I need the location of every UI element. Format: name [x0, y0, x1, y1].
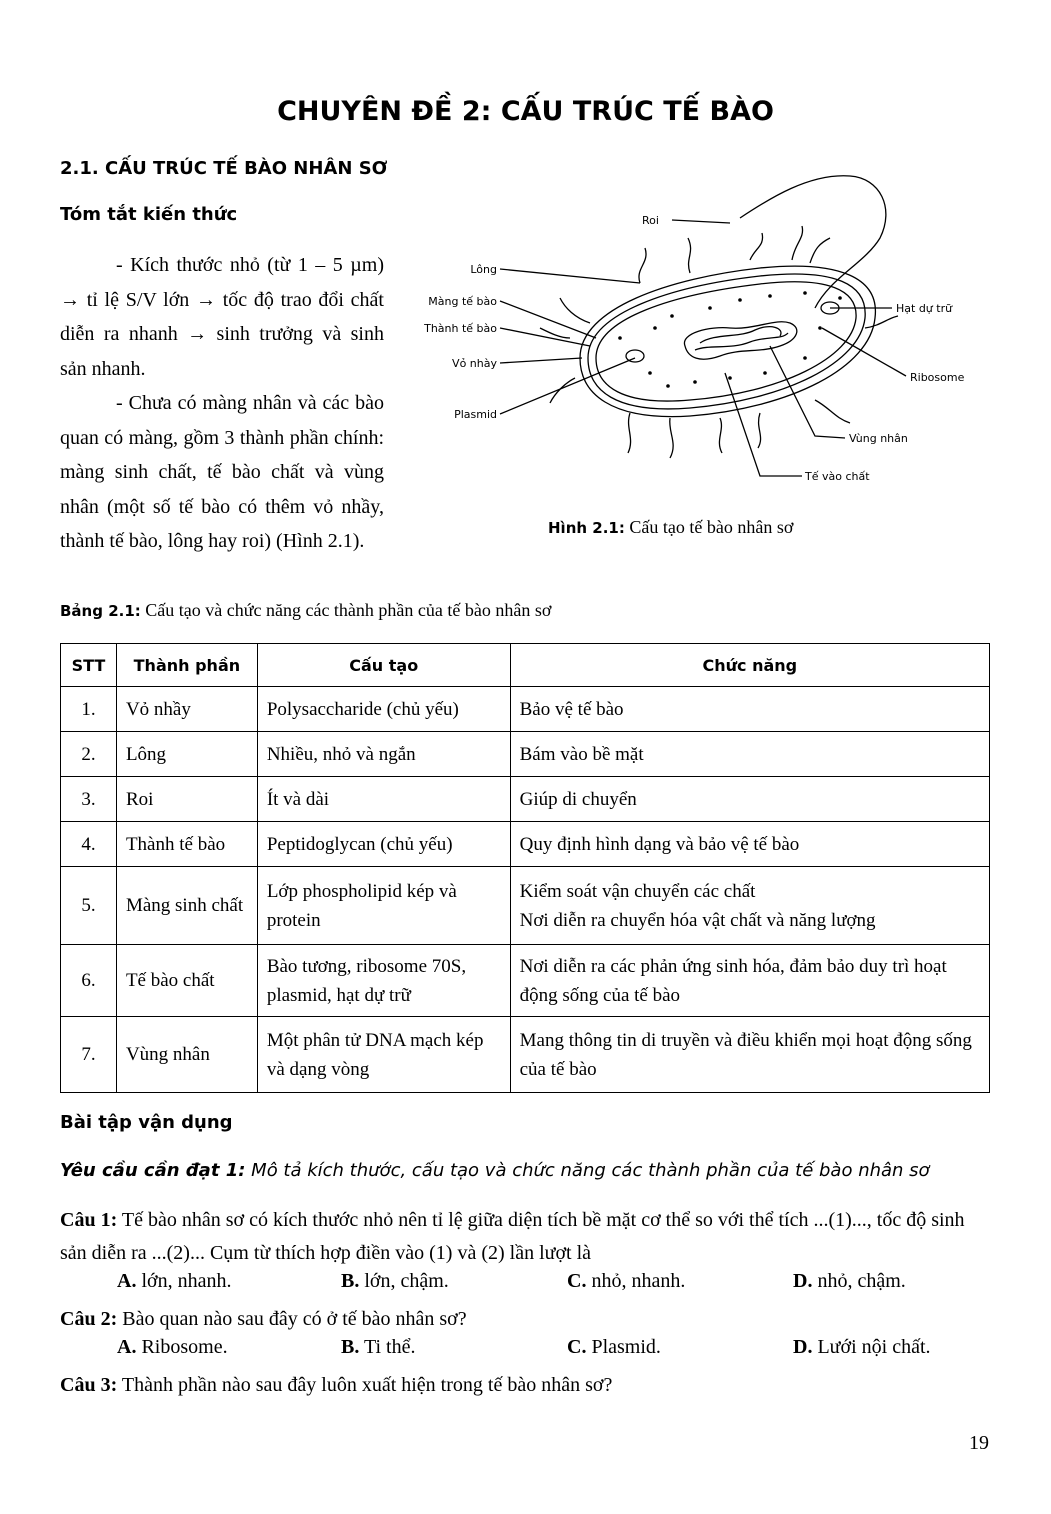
cell-function: Bám vào bề mặt [510, 732, 989, 777]
figure-caption-label: Hình 2.1: [548, 519, 625, 537]
cell-structure: Một phân tử DNA mạch kép và dạng vòng [257, 1017, 510, 1093]
cell-stt: 2. [61, 732, 117, 777]
cell-structure: Bào tương, ribosome 70S, plasmid, hạt dự trữ [257, 945, 510, 1017]
leader-line [500, 269, 640, 283]
pilus-shape [560, 298, 590, 323]
option-letter: A. [117, 1270, 137, 1292]
leader-line [770, 346, 845, 438]
pilus-shape [810, 238, 830, 263]
option-text: nhỏ, nhanh. [586, 1270, 686, 1292]
section-heading: 2.1. CẤU TRÚC TẾ BÀO NHÂN SƠ [60, 158, 388, 179]
table-row [61, 732, 990, 777]
exercise-heading: Bài tập vận dụng [60, 1112, 233, 1133]
page-number: 19 [969, 1432, 989, 1454]
question-text: Bào quan nào sau đây có ở tế bào nhân sơ? [117, 1308, 467, 1330]
figure-caption [548, 517, 793, 538]
option-d[interactable] [793, 1336, 931, 1359]
cell-component: Roi [116, 777, 257, 822]
nucleoid-shape [684, 322, 796, 359]
table-row [61, 867, 990, 945]
nucleoid-shape [700, 327, 781, 343]
components-table [60, 643, 990, 1093]
cell-stt: 1. [61, 687, 117, 732]
option-text: Ti thể. [359, 1336, 416, 1358]
page-title: CHUYÊN ĐỀ 2: CẤU TRÚC TẾ BÀO [277, 96, 774, 127]
table-row [61, 822, 990, 867]
pilus-shape [750, 233, 763, 260]
pilus-shape [639, 248, 646, 283]
header-structure: Cấu tạo [257, 644, 510, 687]
cell-stt: 4. [61, 822, 117, 867]
leader-line [672, 220, 730, 223]
figure-caption-text: Cấu tạo tế bào nhân sơ [624, 517, 794, 537]
label-plasmid: Plasmid [454, 408, 497, 421]
table-row [61, 1017, 990, 1093]
option-b[interactable] [341, 1270, 449, 1293]
cell-structure: Polysaccharide (chủ yếu) [257, 687, 510, 732]
label-storage-granule: Hạt dự trữ [896, 302, 953, 315]
pilus-shape [719, 418, 722, 453]
cell-function: Quy định hình dạng và bảo vệ tế bào [510, 822, 989, 867]
pilus-shape [815, 400, 850, 423]
pilus-shape [628, 413, 631, 453]
cell-stt: 5. [61, 867, 117, 945]
leader-line [725, 373, 802, 476]
label-cell-wall: Thành tế bào [424, 322, 497, 335]
question-3 [60, 1369, 995, 1402]
label-pilus: Lông [470, 263, 497, 276]
cell-function: Giúp di chuyển [510, 777, 989, 822]
option-letter: D. [793, 1336, 813, 1358]
cell-function: Mang thông tin di truyền và điều khiển mọi hoạt động sống của tế bào [510, 1017, 989, 1093]
header-component: Thành phần [116, 644, 257, 687]
intro-paragraph: - Kích thước nhỏ (từ 1 – 5 µm) → tỉ lệ S/V lớn → tốc độ trao đổi chất diễn ra nhanh → sinh trưởng và sinh sản nhanh. [60, 254, 384, 380]
cell-structure: Ít và dài [257, 777, 510, 822]
cell-stt: 3. [61, 777, 117, 822]
cell-component: Thành tế bào [116, 822, 257, 867]
pilus-shape [865, 316, 898, 328]
table-row [61, 687, 990, 732]
option-b[interactable] [341, 1336, 416, 1359]
label-ribosome: Ribosome [910, 371, 965, 384]
option-c[interactable] [567, 1336, 661, 1359]
table-row [61, 945, 990, 1017]
table-row [61, 777, 990, 822]
pilus-shape [758, 413, 761, 448]
option-letter: A. [117, 1336, 137, 1358]
question-1 [60, 1204, 995, 1270]
table-caption-text: Cấu tạo và chức năng các thành phần của tế bào nhân sơ [140, 600, 552, 620]
cell-function: Bảo vệ tế bào [510, 687, 989, 732]
cell-component: Lông [116, 732, 257, 777]
option-letter: C. [567, 1336, 587, 1358]
cell-function-line: Nơi diễn ra chuyển hóa vật chất và năng lượng [519, 909, 876, 931]
pilus-shape [792, 226, 803, 260]
option-a[interactable] [117, 1336, 228, 1359]
option-letter: B. [341, 1336, 360, 1358]
table-caption [60, 600, 551, 621]
cell-stt: 6. [61, 945, 117, 1017]
pilus-shape [688, 238, 691, 273]
question-text: Thành phần nào sau đây luôn xuất hiện trong tế bào nhân sơ? [117, 1374, 613, 1396]
cell-function-line: Kiểm soát vận chuyển các chất [519, 880, 756, 902]
option-letter: C. [567, 1270, 587, 1292]
option-letter: D. [793, 1270, 813, 1292]
header-function: Chức năng [510, 644, 989, 687]
label-nucleoid: Vùng nhân [849, 432, 908, 445]
question-label: Câu 1: [60, 1209, 118, 1231]
option-text: lớn, chậm. [359, 1270, 449, 1292]
question-label: Câu 2: [60, 1308, 118, 1330]
question-2 [60, 1303, 995, 1336]
requirement-line [60, 1160, 930, 1181]
intro-text [60, 248, 384, 559]
cell-structure: Lớp phospholipid kép và protein [257, 867, 510, 945]
requirement-text: Mô tả kích thước, cấu tạo và chức năng các thành phần của tế bào nhân sơ [245, 1160, 930, 1181]
label-flagellum: Roi [642, 214, 659, 227]
option-a[interactable] [117, 1270, 231, 1293]
option-d[interactable] [793, 1270, 906, 1293]
leader-line [500, 358, 582, 363]
table-caption-label: Bảng 2.1: [60, 602, 141, 620]
summary-heading: Tóm tắt kiến thức [60, 204, 238, 225]
cell-structure: Peptidoglycan (chủ yếu) [257, 822, 510, 867]
pilus-shape [550, 378, 575, 403]
table-header-row [61, 644, 990, 687]
pilus-shape [670, 418, 673, 458]
cell-component: Tế bào chất [116, 945, 257, 1017]
option-text: Plasmid. [586, 1336, 661, 1358]
question-label: Câu 3: [60, 1374, 118, 1396]
intro-paragraph: - Chưa có màng nhân và các bào quan có màng, gồm 3 thành phần chính: màng sinh chất, tế bào chất và vùng nhân (một số tế bào có thêm vỏ nhầy, thành tế bào, lông hay roi) (Hình 2.1). [60, 392, 384, 552]
label-cell-membrane: Màng tế bào [428, 295, 497, 308]
cell-function [510, 867, 989, 945]
option-text: Lưới nội chất. [812, 1336, 931, 1358]
option-text: lớn, nhanh. [136, 1270, 232, 1292]
leader-line [500, 358, 635, 414]
cell-component: Vùng nhân [116, 1017, 257, 1093]
cell-structure: Nhiều, nhỏ và ngắn [257, 732, 510, 777]
option-c[interactable] [567, 1270, 685, 1293]
requirement-label: Yêu cầu cần đạt 1: [60, 1160, 246, 1181]
label-cytoplasm: Tế vào chất [805, 470, 870, 483]
option-text: Ribosome. [136, 1336, 228, 1358]
cell-function: Nơi diễn ra các phản ứng sinh hóa, đảm bảo duy trì hoạt động sống của tế bào [510, 945, 989, 1017]
cell-component: Màng sinh chất [116, 867, 257, 945]
question-text: Tế bào nhân sơ có kích thước nhỏ nên tỉ lệ giữa diện tích bề mặt cơ thể so với thể tích ...(1)..., tốc độ sinh sản diễn ra ...(2)... Cụm từ thích hợp điền vào (1) và (2) lần lượt là [60, 1209, 965, 1264]
prokaryotic-cell-diagram [410, 168, 1000, 498]
option-letter: B. [341, 1270, 360, 1292]
cell-component: Vỏ nhầy [116, 687, 257, 732]
option-text: nhỏ, chậm. [812, 1270, 906, 1292]
label-capsule: Vỏ nhày [452, 357, 497, 370]
cell-stt: 7. [61, 1017, 117, 1093]
header-stt: STT [61, 644, 117, 687]
